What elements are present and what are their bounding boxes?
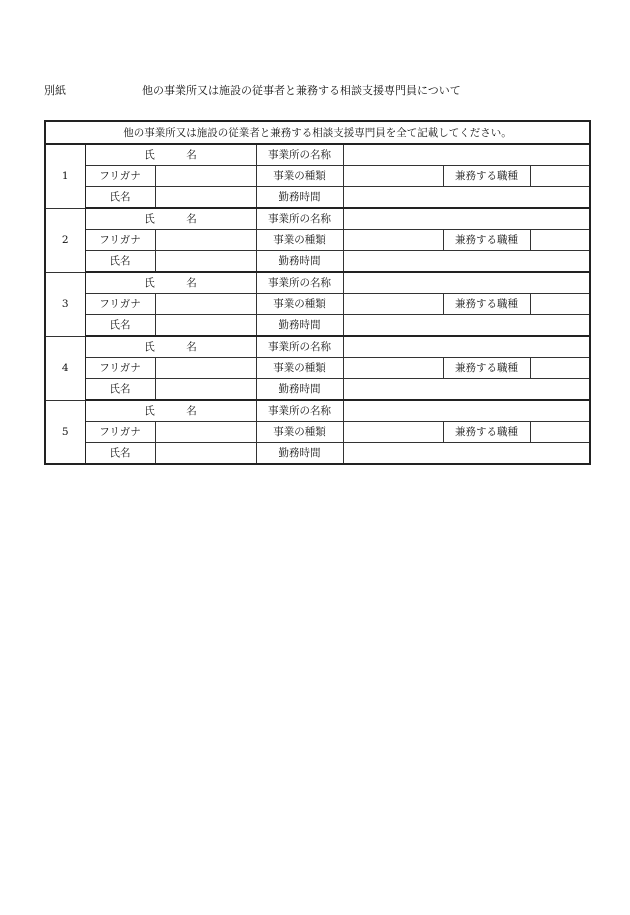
concurrent-position-label: 兼務する職種 [443, 422, 530, 443]
business-type-label: 事業の種類 [256, 294, 343, 315]
entry-2-row-office [45, 208, 590, 230]
name-header-label: 氏 名 [85, 272, 256, 294]
work-hours-label: 勤務時間 [256, 187, 343, 209]
name-field[interactable] [155, 379, 256, 401]
name-header-label: 氏 名 [85, 336, 256, 358]
business-type-label: 事業の種類 [256, 166, 343, 187]
furigana-label: フリガナ [85, 294, 155, 315]
furigana-field[interactable] [155, 422, 256, 443]
furigana-label: フリガナ [85, 230, 155, 251]
entry-number: 4 [45, 336, 85, 400]
concurrent-position-field[interactable] [530, 230, 590, 251]
concurrent-position-label: 兼務する職種 [443, 166, 530, 187]
entry-1-row-office [45, 144, 590, 166]
office-name-field[interactable] [343, 400, 590, 422]
furigana-field[interactable] [155, 358, 256, 379]
concurrent-position-field[interactable] [530, 166, 590, 187]
attachment-label: 別紙 [44, 84, 66, 97]
office-name-field[interactable] [343, 272, 590, 294]
furigana-label: フリガナ [85, 166, 155, 187]
entry-4-row-name [45, 379, 590, 401]
business-type-field[interactable] [343, 358, 443, 379]
name-label: 氏名 [85, 315, 155, 337]
work-hours-field[interactable] [343, 315, 590, 337]
name-field[interactable] [155, 251, 256, 273]
concurrent-position-field[interactable] [530, 422, 590, 443]
work-hours-field[interactable] [343, 443, 590, 465]
concurrent-position-label: 兼務する職種 [443, 358, 530, 379]
work-hours-label: 勤務時間 [256, 315, 343, 337]
office-name-field[interactable] [343, 144, 590, 166]
office-name-label: 事業所の名称 [256, 208, 343, 230]
name-header-label: 氏 名 [85, 208, 256, 230]
document-title: 他の事業所又は施設の従事者と兼務する相談支援専門員について [142, 84, 461, 97]
concurrent-position-field[interactable] [530, 294, 590, 315]
name-label: 氏名 [85, 379, 155, 401]
furigana-label: フリガナ [85, 358, 155, 379]
work-hours-label: 勤務時間 [256, 251, 343, 273]
concurrent-staff-table [44, 120, 591, 465]
work-hours-field[interactable] [343, 187, 590, 209]
entry-5-row-furigana [45, 422, 590, 443]
name-field[interactable] [155, 443, 256, 465]
work-hours-label: 勤務時間 [256, 379, 343, 401]
furigana-field[interactable] [155, 294, 256, 315]
office-name-label: 事業所の名称 [256, 400, 343, 422]
business-type-field[interactable] [343, 166, 443, 187]
furigana-field[interactable] [155, 230, 256, 251]
furigana-field[interactable] [155, 166, 256, 187]
entry-5-row-office [45, 400, 590, 422]
office-name-field[interactable] [343, 336, 590, 358]
entry-number: 5 [45, 400, 85, 464]
business-type-field[interactable] [343, 422, 443, 443]
business-type-label: 事業の種類 [256, 422, 343, 443]
concurrent-position-label: 兼務する職種 [443, 294, 530, 315]
office-name-label: 事業所の名称 [256, 336, 343, 358]
entry-3-row-office [45, 272, 590, 294]
name-field[interactable] [155, 187, 256, 209]
concurrent-position-label: 兼務する職種 [443, 230, 530, 251]
entry-4-row-furigana [45, 358, 590, 379]
name-label: 氏名 [85, 443, 155, 465]
concurrent-position-field[interactable] [530, 358, 590, 379]
instruction-text: 他の事業所又は施設の従業者と兼務する相談支援専門員を全て記載してください。 [45, 121, 590, 144]
name-field[interactable] [155, 315, 256, 337]
entry-1-row-furigana [45, 166, 590, 187]
entry-number: 3 [45, 272, 85, 336]
entry-2-row-furigana [45, 230, 590, 251]
name-label: 氏名 [85, 251, 155, 273]
entry-3-row-name [45, 315, 590, 337]
office-name-field[interactable] [343, 208, 590, 230]
business-type-label: 事業の種類 [256, 358, 343, 379]
entry-number: 2 [45, 208, 85, 272]
work-hours-field[interactable] [343, 251, 590, 273]
office-name-label: 事業所の名称 [256, 144, 343, 166]
entry-1-row-name [45, 187, 590, 209]
entry-2-row-name [45, 251, 590, 273]
business-type-label: 事業の種類 [256, 230, 343, 251]
entry-number: 1 [45, 144, 85, 208]
furigana-label: フリガナ [85, 422, 155, 443]
business-type-field[interactable] [343, 230, 443, 251]
entry-3-row-furigana [45, 294, 590, 315]
name-label: 氏名 [85, 187, 155, 209]
name-header-label: 氏 名 [85, 144, 256, 166]
work-hours-field[interactable] [343, 379, 590, 401]
work-hours-label: 勤務時間 [256, 443, 343, 465]
entry-4-row-office [45, 336, 590, 358]
name-header-label: 氏 名 [85, 400, 256, 422]
entry-5-row-name [45, 443, 590, 465]
office-name-label: 事業所の名称 [256, 272, 343, 294]
business-type-field[interactable] [343, 294, 443, 315]
